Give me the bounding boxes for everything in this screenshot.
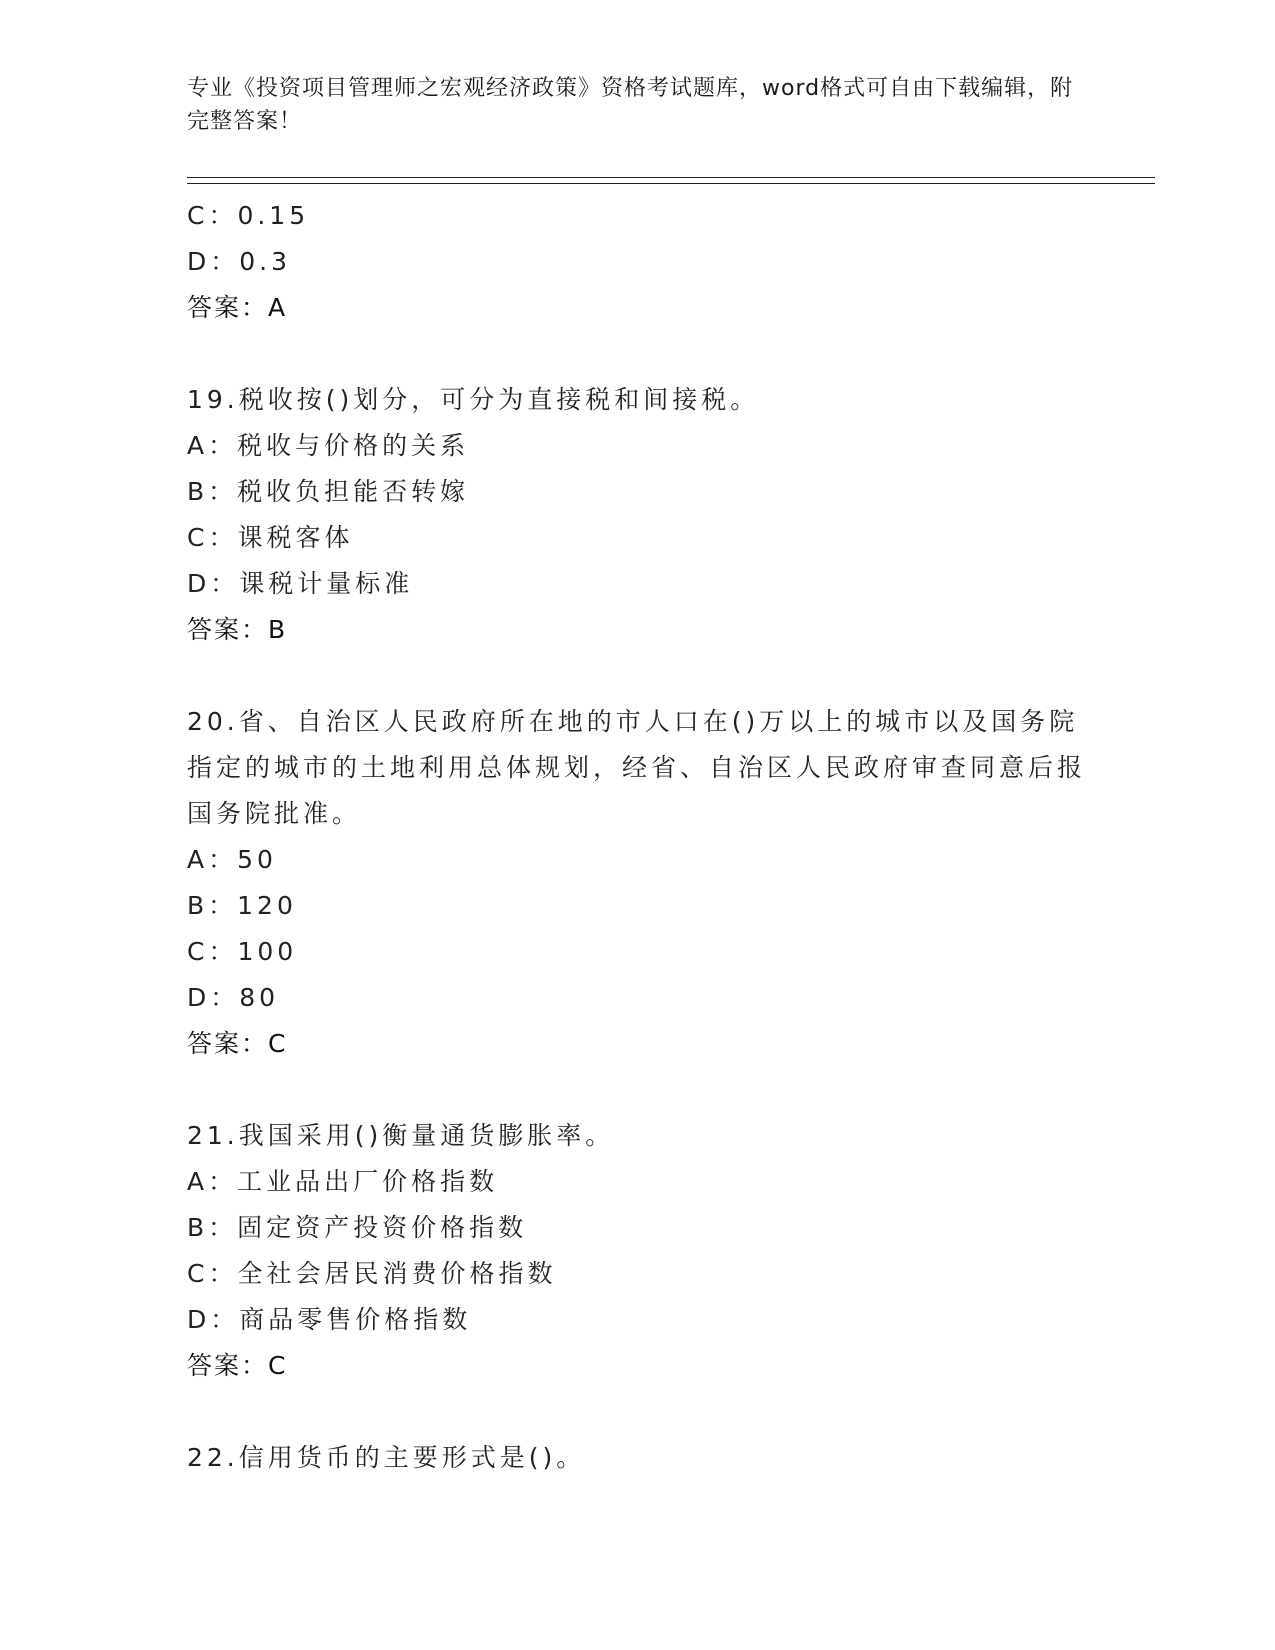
continued-question — [187, 193, 1087, 331]
spacer — [187, 1389, 1087, 1435]
answer-line: 答案：A — [187, 293, 288, 322]
option-a: A：工业品出厂价格指数 — [187, 1167, 499, 1196]
option-d: D：80 — [187, 983, 280, 1012]
option-c: C：全社会居民消费价格指数 — [187, 1259, 557, 1288]
option-d: D：0.3 — [187, 247, 292, 276]
option-a: A：税收与价格的关系 — [187, 431, 470, 460]
question-stem: 20.省、自治区人民政府所在地的市人口在()万以上的城市以及国务院指定的城市的土地利用总体规划，经省、自治区人民政府审查同意后报国务院批准。 — [187, 707, 1087, 828]
question-22 — [187, 1435, 1087, 1481]
question-list — [187, 193, 1087, 1481]
option-d: D：商品零售价格指数 — [187, 1305, 472, 1334]
option-a: A：50 — [187, 845, 277, 874]
answer-line: 答案：C — [187, 1351, 288, 1380]
option-c: C：课税客体 — [187, 523, 354, 552]
option-b: B：120 — [187, 891, 297, 920]
question-20 — [187, 699, 1087, 1067]
header-divider-bottom — [187, 183, 1155, 184]
answer-line: 答案：C — [187, 1029, 288, 1058]
question-21 — [187, 1113, 1087, 1389]
option-b: B：税收负担能否转嫁 — [187, 477, 470, 506]
question-stem: 21.我国采用()衡量通货膨胀率。 — [187, 1121, 615, 1150]
document-header: 专业《投资项目管理师之宏观经济政策》资格考试题库，word格式可自由下载编辑，附完整答案！ — [187, 76, 1074, 134]
answer-line: 答案：B — [187, 615, 288, 644]
option-c: C：100 — [187, 937, 298, 966]
spacer — [187, 331, 1087, 377]
header-divider-top — [187, 177, 1155, 178]
question-stem: 19.税收按()划分，可分为直接税和间接税。 — [187, 385, 760, 414]
spacer — [187, 1067, 1087, 1113]
option-b: B：固定资产投资价格指数 — [187, 1213, 528, 1242]
spacer — [187, 653, 1087, 699]
question-stem: 22.信用货币的主要形式是()。 — [187, 1443, 586, 1472]
option-d: D：课税计量标准 — [187, 569, 414, 598]
question-19 — [187, 377, 1087, 653]
option-c: C：0.15 — [187, 201, 310, 230]
